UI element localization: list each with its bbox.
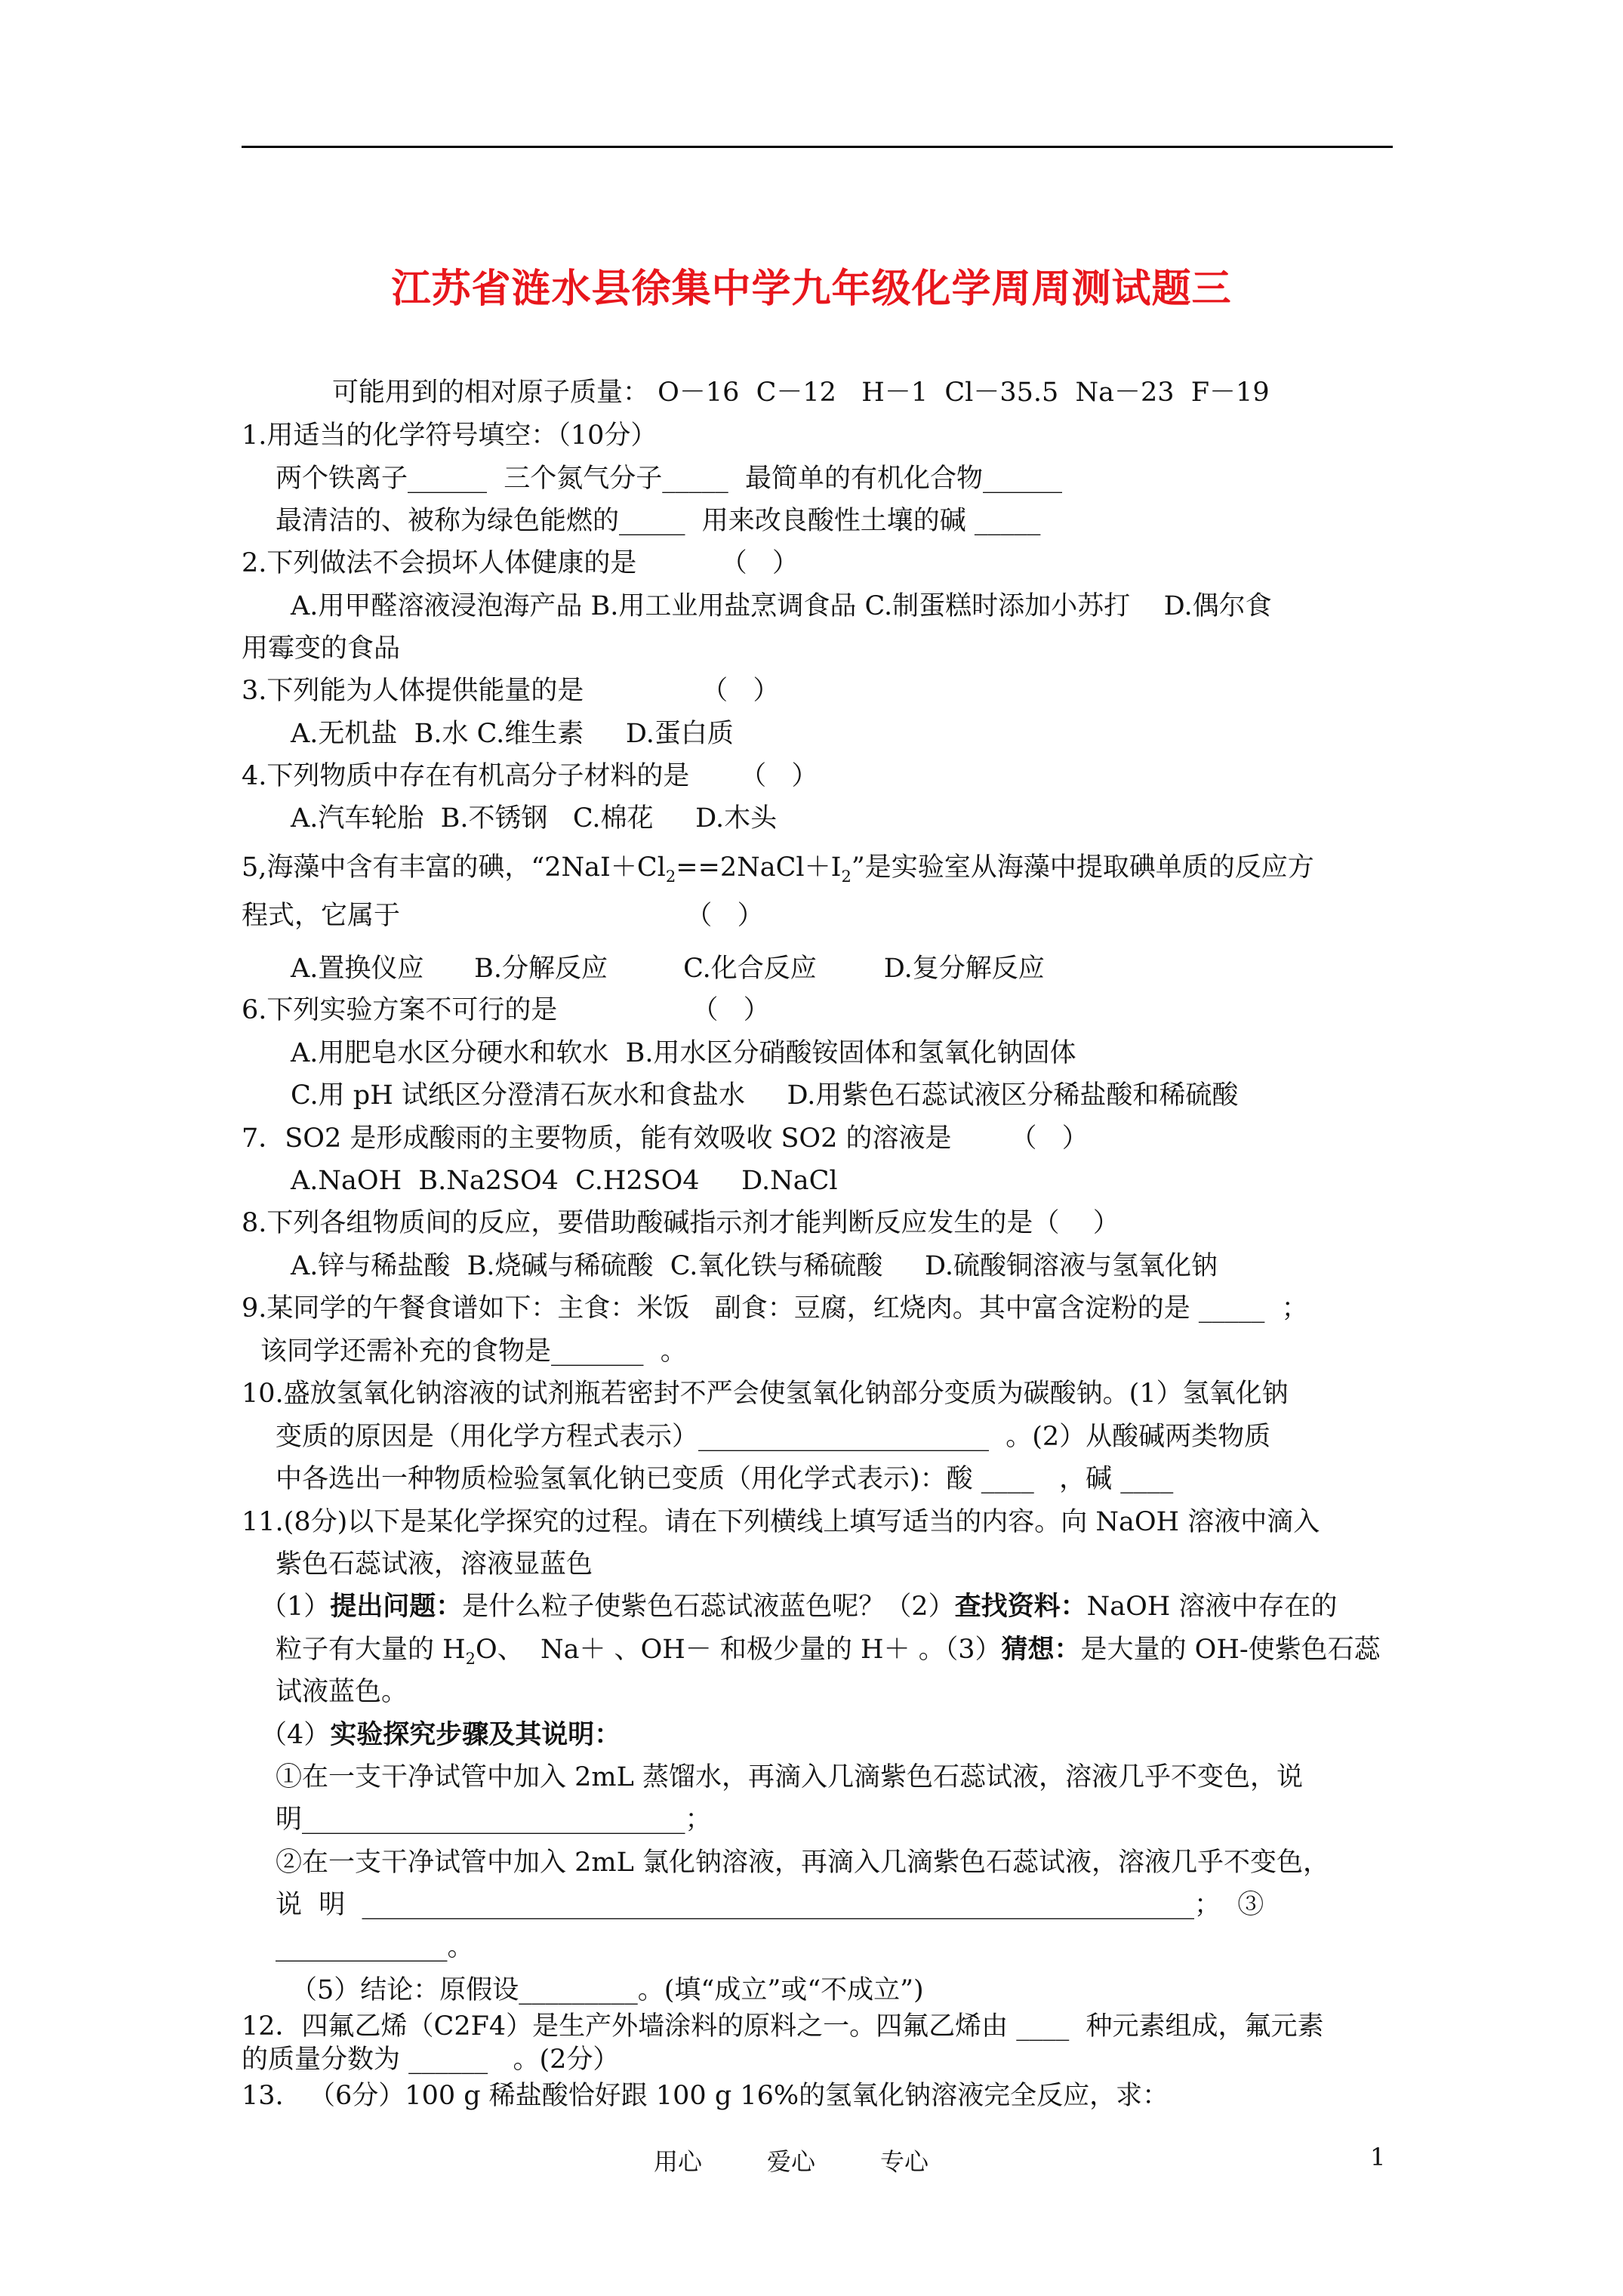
question-4: 4.下列物质中存在有机高分子材料的是 （ ） (242, 761, 818, 791)
question-6-options-b: C.用 pH 试纸区分澄清石灰水和食盐水 D.用紫色石蕊试液区分稀盐酸和稀硫酸 (291, 1080, 1239, 1111)
question-12-cont: 的质量分数为 ______ 。(2分） (242, 2045, 620, 2075)
page-number: 1 (1370, 2143, 1386, 2171)
question-1-line-b: 最清洁的、被称为绿色能燃的_____ 用来改良酸性土壤的碱 _____ (276, 506, 1041, 536)
header-rule (242, 146, 1393, 148)
question-2: 2.下列做法不会损坏人体健康的是 （ ） (242, 548, 799, 578)
question-11-step-4-b: ②在一支干净试管中加入 2mL 氯化钠溶液，再滴入几滴紫色石蕊试液，溶液几乎不变色， (276, 1848, 1329, 1878)
page-title: 江苏省涟水县徐集中学九年级化学周周测试题三 (391, 267, 1232, 312)
question-11-step-3-cont: 试液蓝色。 (276, 1677, 408, 1707)
question-3: 3.下列能为人体提供能量的是 （ ） (242, 676, 780, 706)
question-2-options-cont: 用霉变的食品 (242, 633, 401, 664)
footer-word-1: 用心 (654, 2147, 703, 2176)
question-5: 5,海藻中含有丰富的碘，“$2NaI+Cl_2==2NaCl+I_2$”是实验室从海藻中提取碘单质的反应方 (242, 852, 1314, 886)
question-1-line-a: 两个铁离子______ 三个氮气分子_____ 最简单的有机化合物______ (276, 464, 1063, 494)
footer-word-2: 爱心 (767, 2147, 816, 2176)
question-7: 7．SO2 是形成酸雨的主要物质，能有效吸收 SO2 的溶液是 （ ） (242, 1123, 1089, 1154)
question-7-options: A.NaOH B.Na2SO4 C.H2SO4 D.NaCl (291, 1166, 838, 1196)
question-11-step-4: （4）实验探究步骤及其说明： (260, 1719, 621, 1750)
footer-word-3: 专心 (880, 2147, 929, 2176)
question-12: 12．四氟乙烯（C2F4）是生产外墙涂料的原料之一。四氟乙烯由 ____ 种元素组成，氟元素 (242, 2011, 1324, 2042)
question-11-cont: 紫色石蕊试液，溶液显蓝色 (276, 1549, 593, 1579)
question-13: 13. （6分）100 g 稀盐酸恰好跟 100 g 16%的氢氧化钠溶液完全反应，求： (242, 2081, 1169, 2111)
question-6-options-a: A.用肥皂水区分硬水和软水 B.用水区分硝酸铵固体和氢氧化钠固体 (291, 1038, 1076, 1068)
question-4-options: A.汽车轮胎 B.不锈钢 C.棉花 D.木头 (291, 803, 778, 834)
question-11-step-4-c: _____________。 (276, 1932, 474, 1962)
question-6: 6.下列实验方案不可行的是 （ ） (242, 995, 770, 1025)
question-11: 11.(8分)以下是某化学探究的过程。请在下列横线上填写适当的内容。向 NaOH 溶液中滴入 (242, 1507, 1320, 1537)
question-11-step-3: 粒子有大量的 $H_2O$、 Na＋ 、OH－ 和极少量的 H＋ 。（3）猜想：是大量的 OH-使紫色石蕊 (276, 1634, 1381, 1668)
question-11-step-1-2: （1）提出问题：是什么粒子使紫色石蕊试液蓝色呢？（2）查找资料：NaOH 溶液中存在的 (260, 1591, 1338, 1622)
question-5-cont: 程式，它属于 （ ） (242, 901, 764, 931)
question-11-step-4-a-cont: 明_____________________________； (276, 1804, 712, 1835)
question-11-conclusion: （5）结论：原假设_________。(填“成立”或“不成立”) (291, 1975, 924, 2005)
question-11-step-4-b-cont: 说 明 _______________________________________________________________； ③ (276, 1890, 1264, 1920)
question-8-options: A.锌与稀盐酸 B.烧碱与稀硫酸 C.氧化铁与稀硫酸 D.硫酸铜溶液与氢氧化钠 (291, 1251, 1218, 1281)
question-5-options: A.置换仪应 B.分解反应 C.化合反应 D.复分解反应 (291, 954, 1045, 984)
question-10-cont-b: 中各选出一种物质检验氢氧化钠已变质（用化学式表示)：酸 ____ ，碱 ____ (276, 1464, 1174, 1494)
atomic-masses: 可能用到的相对原子质量： O－16 C－12 H－1 Cl－35.5 Na－23 F－19 (332, 378, 1270, 408)
question-8: 8.下列各组物质间的反应，要借助酸碱指示剂才能判断反应发生的是（ ） (242, 1208, 1119, 1238)
question-2-options: A.用甲醛溶液浸泡海产品 B.用工业用盐烹调食品 C.制蛋糕时添加小苏打 D.偶尔食 (291, 591, 1272, 621)
question-10: 10.盛放氢氧化钠溶液的试剂瓶若密封不严会使氢氧化钠部分变质为碳酸钠。(1）氢氧化钠 (242, 1379, 1289, 1409)
question-10-cont-a: 变质的原因是（用化学方程式表示）______________________ 。(2）从酸碱两类物质 (276, 1422, 1271, 1452)
question-9: 9.某同学的午餐食谱如下：主食：米饭 副食：豆腐，红烧肉。其中富含淀粉的是 _____ ； (242, 1293, 1308, 1324)
question-9-cont: 该同学还需补充的食物是_______ 。 (260, 1336, 687, 1367)
question-1: 1.用适当的化学符号填空：（10分） (242, 421, 658, 451)
question-11-step-4-a: ①在一支干净试管中加入 2mL 蒸馏水，再滴入几滴紫色石蕊试液，溶液几乎不变色，说 (276, 1762, 1303, 1792)
question-3-options: A.无机盐 B.水 C.维生素 D.蛋白质 (291, 719, 734, 749)
